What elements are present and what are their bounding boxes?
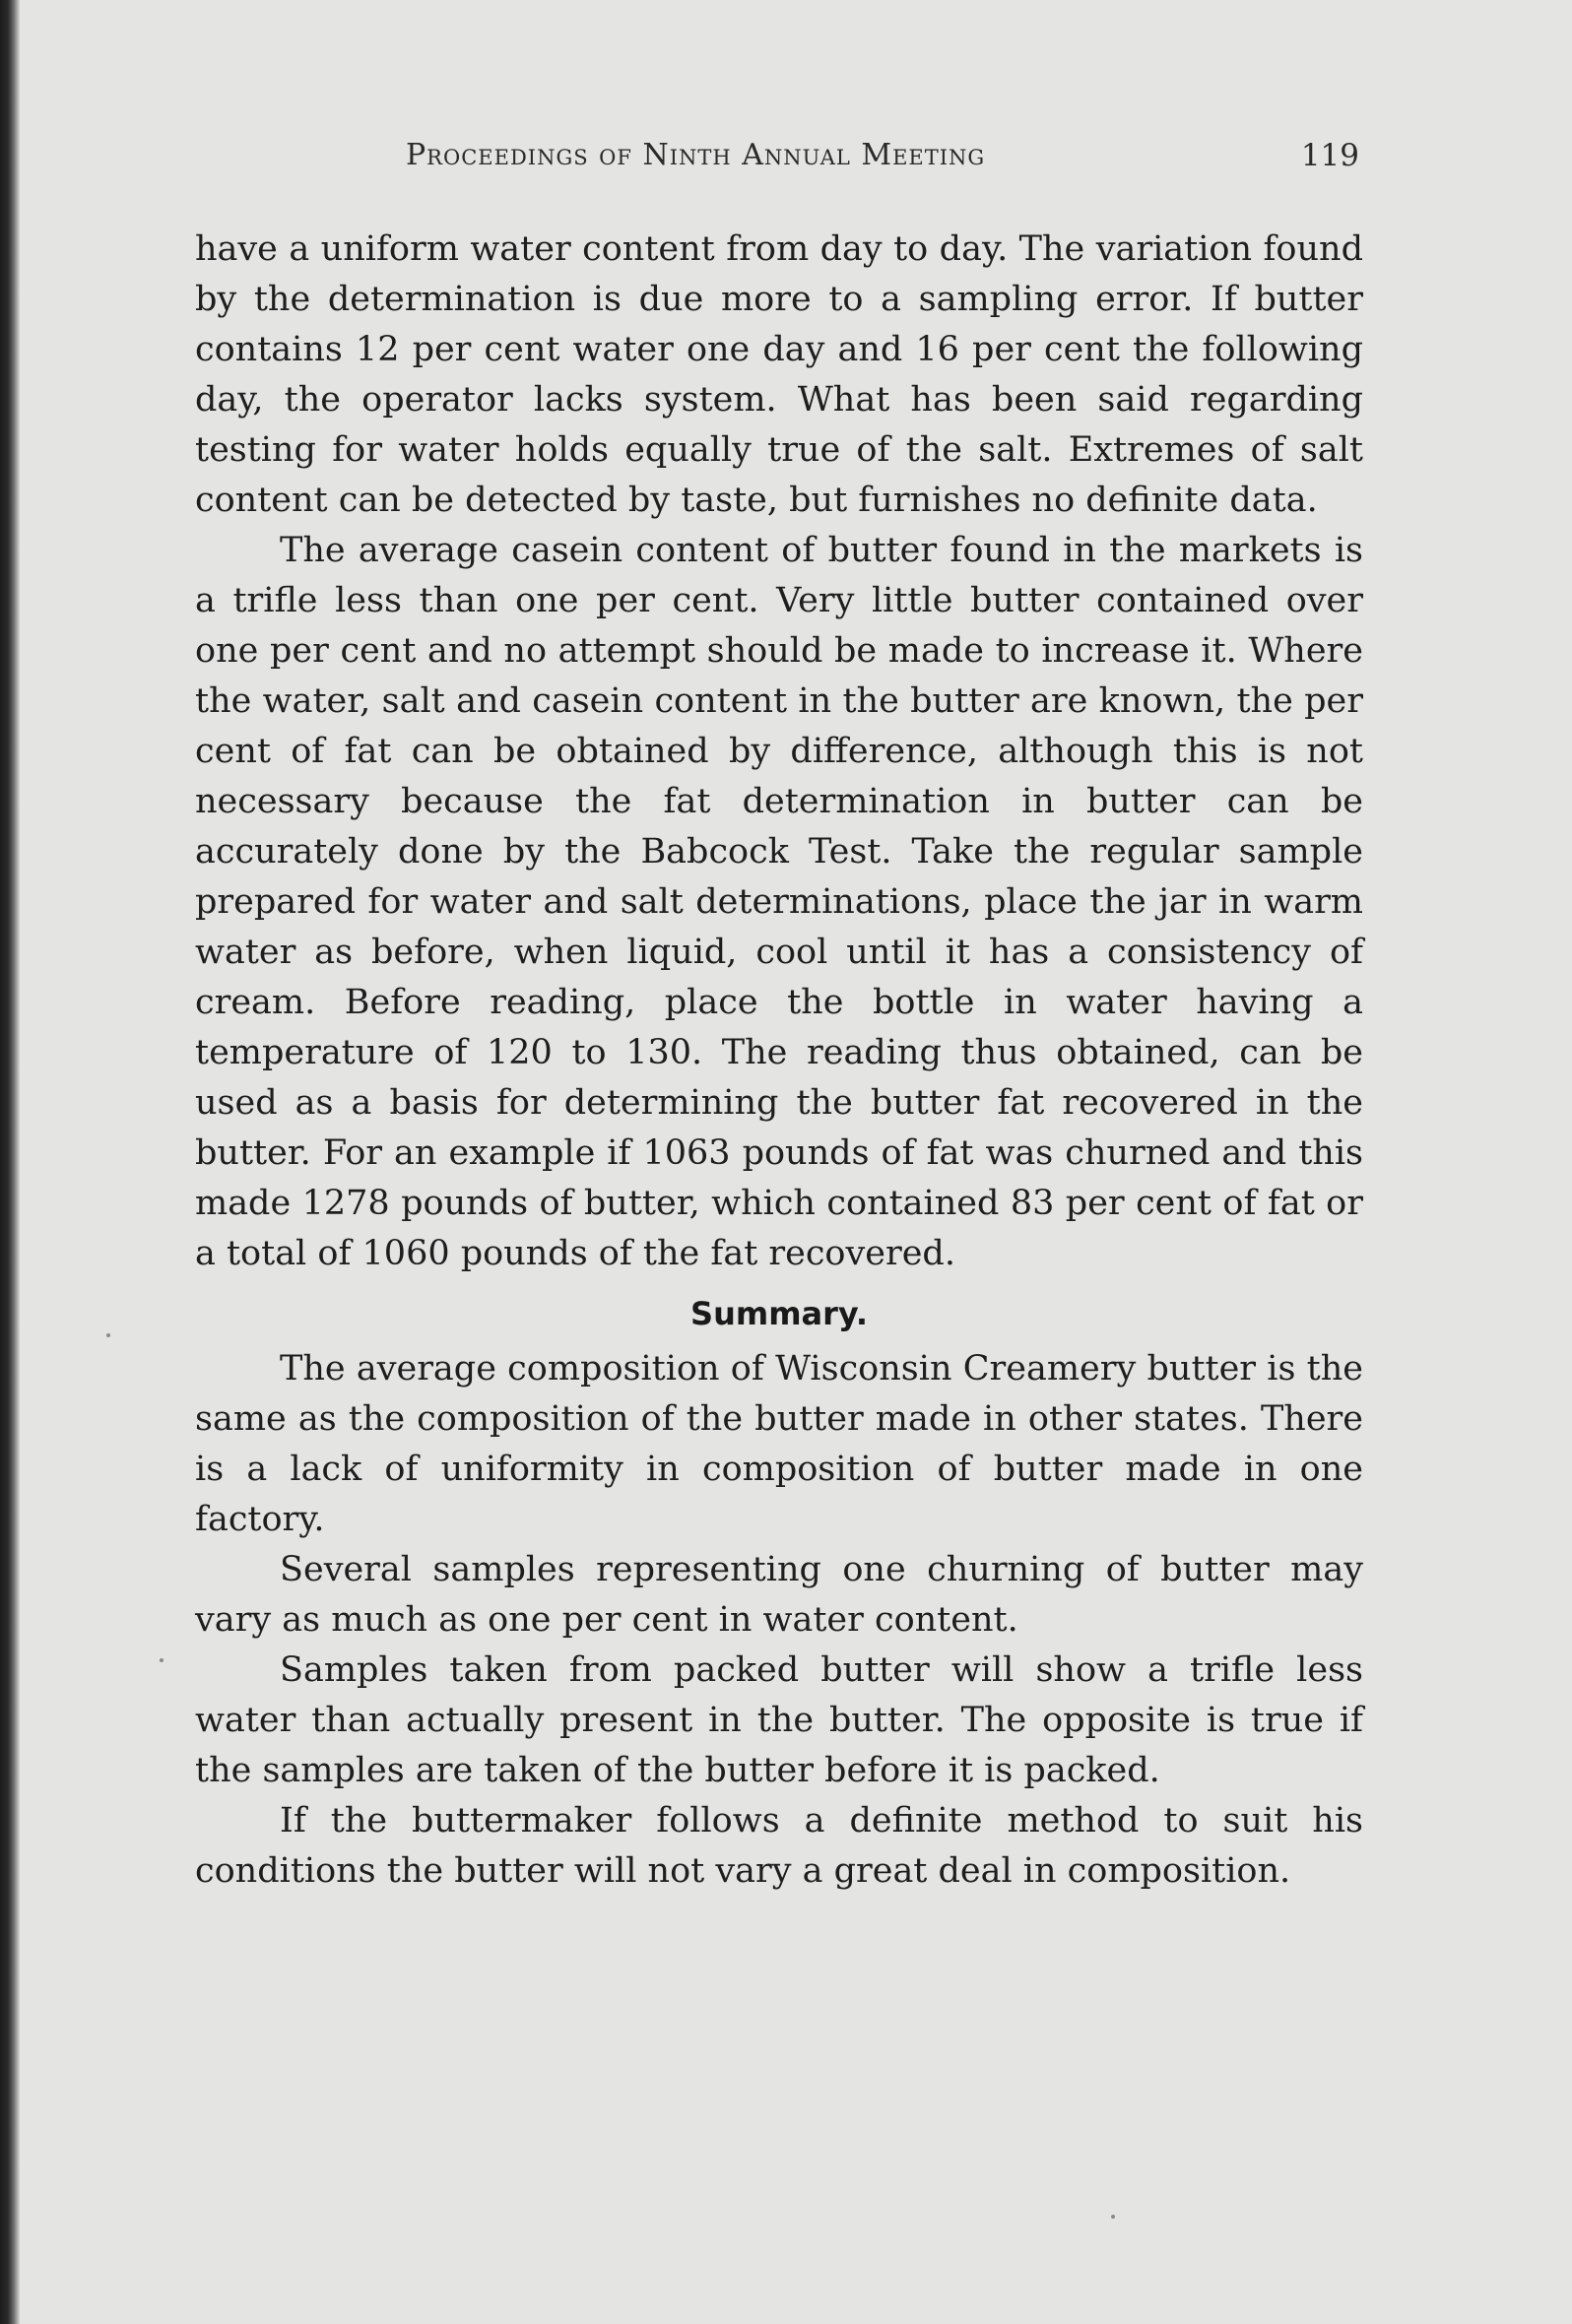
running-header	[197, 138, 1359, 187]
paragraph-continued: have a uniform water content from day to day. The variation found by the determination is due more to a sampling error. If butter contains 12 per cent water one day and 16 per cent the following day, the operator lacks system. What has been said regarding testing for water holds equally true of the salt. Extremes of salt content can be detected by taste, but furnishes no definite data.	[195, 229, 1363, 520]
running-title: Proceedings of Ninth Annual Meeting	[406, 138, 986, 172]
summary-paragraph: Several samples representing one churning of butter may vary as much as one per cent in water content.	[195, 1550, 1363, 1640]
page-number: 119	[1300, 138, 1359, 173]
paper-speck	[160, 1658, 164, 1662]
paper-speck	[1111, 2215, 1115, 2219]
summary-heading: Summary.	[690, 1295, 868, 1332]
page-binding-edge	[0, 0, 20, 2324]
summary-paragraph: Samples taken from packed butter will show a trifle less water than actually present in the butter. The opposite is true if the samples are taken of the butter before it is packed.	[195, 1650, 1363, 1790]
paper-speck	[106, 1333, 110, 1337]
summary-paragraph: The average composition of Wisconsin Creamery butter is the same as the composition of the butter made in other states. There is a lack of uniformity in composition of butter made in one factory.	[195, 1349, 1363, 1539]
paragraph-casein: The average casein content of butter found in the markets is a trifle less than one per cent. Very little butter contained over one per cent and no attempt should be made to increase it. Where the water, salt and casein content in the butter are known, the per cent of fat can be obtained by difference, although this is not necessary because the fat determination in butter can be accurately done by the Babcock Test. Take the regular sample prepared for water and salt determinations, place the jar in warm water as before, when liquid, cool until it has a consistency of cream. Before reading, place the bottle in water having a temperature of 120 to 130. The reading thus obtained, can be used as a basis for determining the butter fat recovered in the butter. For an example if 1063 pounds of fat was churned and this made 1278 pounds of butter, which contained 83 per cent of fat or a total of 1060 pounds of the fat recovered.	[195, 531, 1363, 1273]
body-text	[195, 225, 1363, 1897]
summary-paragraph: If the buttermaker follows a definite method to suit his conditions the butter will not vary a great deal in composition.	[195, 1801, 1363, 1891]
